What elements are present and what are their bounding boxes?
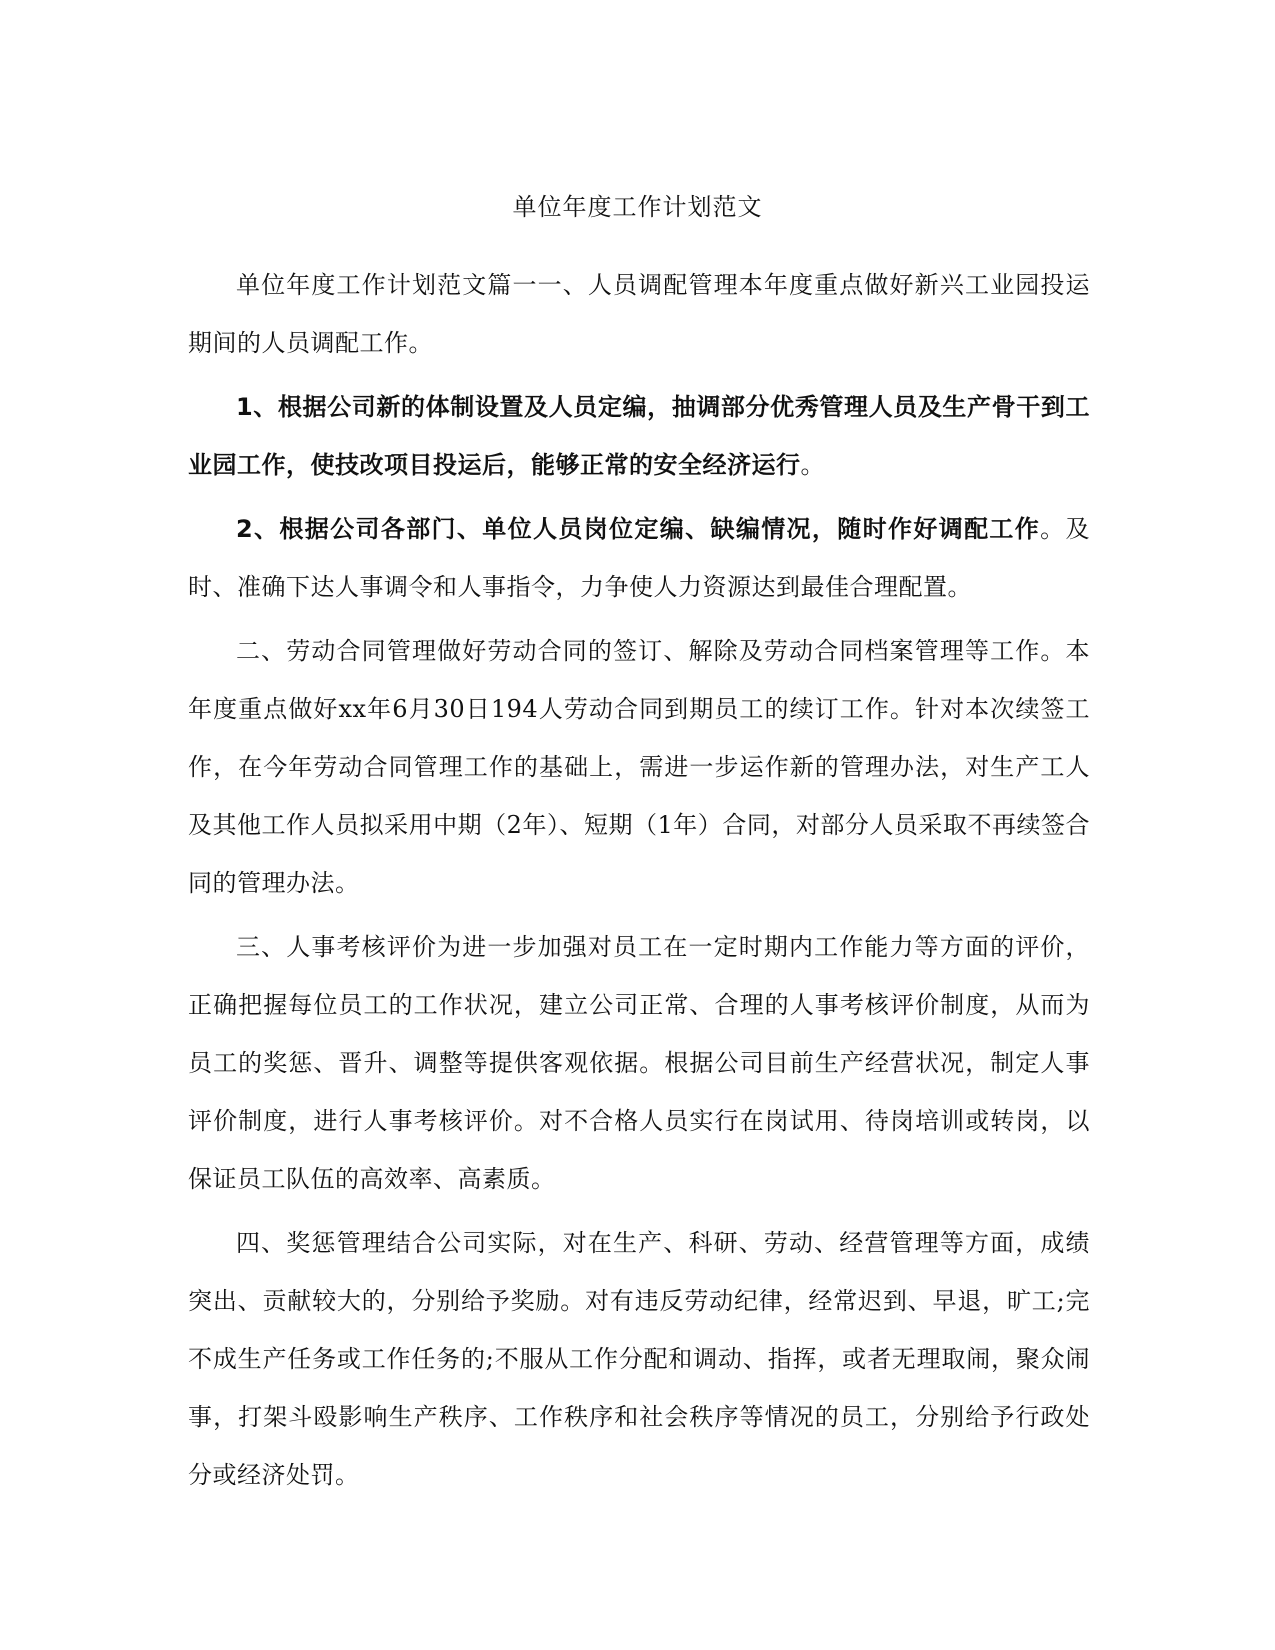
paragraph-text: 三、人事考核评价为进一步加强对员工在一定时期内工作能力等方面的评价，正确把握每位员工的工作状况，建立公司正常、合理的人事考核评价制度，从而为员工的奖惩、晋升、调整等提供客观依据。根据公司目前生产经营状况，制定人事评价制度，进行人事考核评价。对不合格人员实行在岗试用、待岗培训或转岗，以保证员工队伍的高效率、高素质。 [188, 933, 1090, 1193]
document-title: 单位年度工作计划范文 [512, 193, 763, 221]
paragraph-text: 二、劳动合同管理做好劳动合同的签订、解除及劳动合同档案管理等工作。本年度重点做好xx年6月30日194人劳动合同到期员工的续订工作。针对本次续签工作，在今年劳动合同管理工作的基础上，需进一步运作新的管理办法，对生产工人及其他工作人员拟采用中期（2年）、短期（1年）合同，对部分人员采取不再续签合同的管理办法。 [188, 637, 1090, 897]
paragraph-text: 。及时、准确下达人事调令和人事指令，力争使人力资源达到最佳合理配置。 [188, 515, 1090, 601]
paragraph-text: 。 [800, 451, 825, 479]
paragraph-section-3 [188, 918, 1090, 1208]
paragraph-text: 单位年度工作计划范文篇一一、人员调配管理本年度重点做好新兴工业园投运期间的人员调配工作。 [188, 271, 1090, 357]
paragraph-section-4 [188, 1214, 1090, 1504]
paragraph-section-2 [188, 622, 1090, 912]
paragraph-bold-text: 1、根据公司新的体制设置及人员定编，抽调部分优秀管理人员及生产骨干到工业园工作，使技改项目投运后，能够正常的安全经济运行 [188, 393, 1090, 479]
paragraph-bold-text: 2、根据公司各部门、单位人员岗位定编、缺编情况，随时作好调配工作 [236, 515, 1041, 543]
paragraph-item-2 [188, 500, 1090, 616]
paragraph-item-1 [188, 378, 1090, 494]
document-body [188, 256, 1090, 1510]
paragraph-text: 四、奖惩管理结合公司实际，对在生产、科研、劳动、经营管理等方面，成绩突出、贡献较大的，分别给予奖励。对有违反劳动纪律，经常迟到、早退，旷工;完不成生产任务或工作任务的;不服从工作分配和调动、指挥，或者无理取闹，聚众闹事，打架斗殴影响生产秩序、工作秩序和社会秩序等情况的员工，分别给予行政处分或经济处罚。 [188, 1229, 1090, 1489]
paragraph-intro [188, 256, 1090, 372]
